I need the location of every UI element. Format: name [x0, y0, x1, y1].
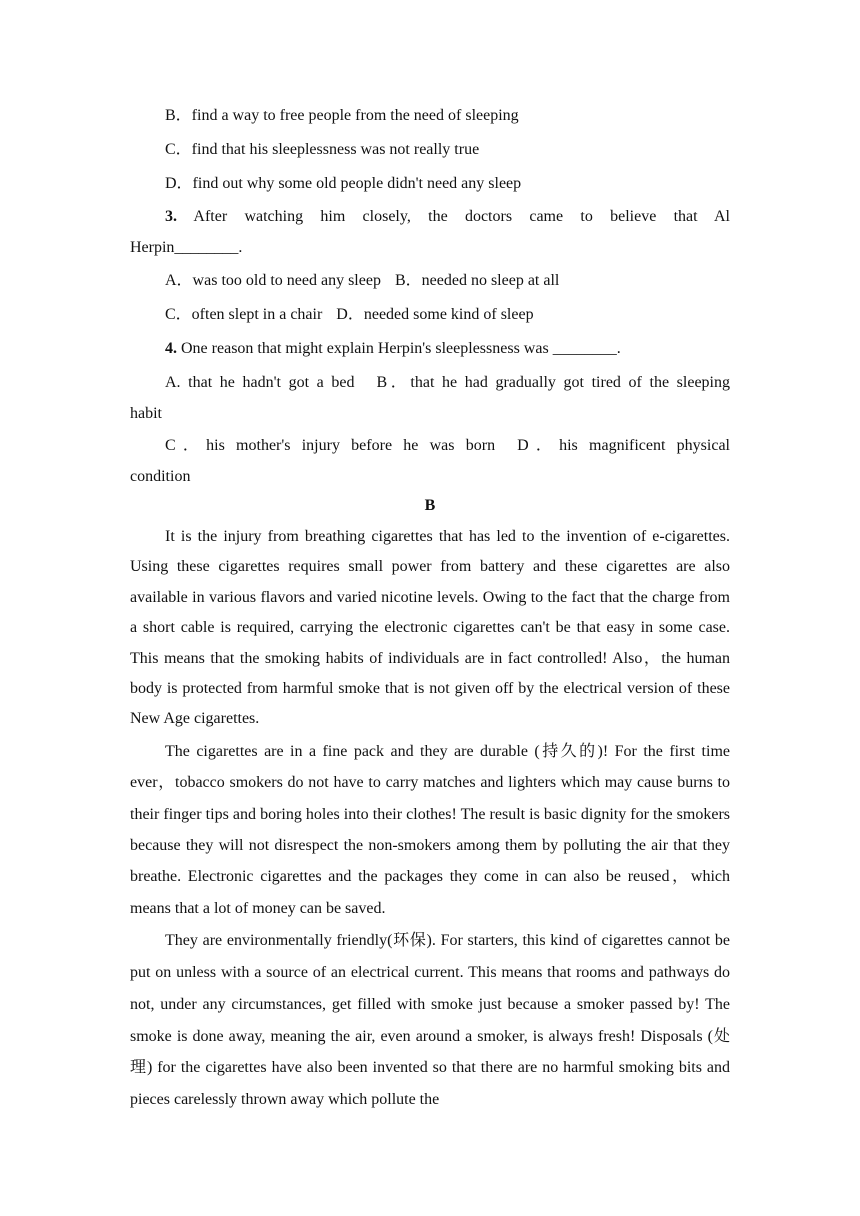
q3-options-cd	[130, 299, 730, 330]
q2-option-b: B．find a way to free people from the need of sleeping	[165, 107, 519, 124]
q3-stem-line1	[130, 201, 730, 232]
q3-option-b: B．needed no sleep at all	[394, 272, 560, 289]
passage-paragraph-2: The cigarettes are in a fine pack and they are durable (持久的)! For the first time ever，tobacco smokers do not have to carry matches and lighters which may cause burns to their finger tips and boring holes into their clothes! The result is basic dignity for the smokers because they will not disrespect the non-smokers among them by polluting the air that they breathe. Electronic cigarettes and the packages they come in can also be reused，which means that a lot of money can be saved.	[130, 742, 730, 917]
q4-options-ab-line1	[130, 367, 730, 398]
q3-number: 3.	[165, 208, 177, 225]
q4-options-cd-line1	[130, 430, 730, 461]
q4-option-b-line2: habit	[130, 405, 162, 422]
q4-stem-line	[130, 333, 730, 364]
q4-option-c: C．his mother's injury before he was born	[165, 437, 496, 454]
question-2-options	[130, 100, 730, 199]
passage-paragraph-3: They are environmentally friendly(环保). For starters, this kind of cigarettes cannot be put on unless with a source of an electrical current. This means that rooms and pathways do not, under any circumstances, get filled with smoke just because a smoker passed by! The smoke is done away, meaning the air, even around a smoker, is always fresh! Disposals (处理) for the cigarettes have also been invented so that there are no harmful smoking bits and pieces carelessly thrown away which pollute the	[130, 932, 730, 1109]
q3-stem-text: After watching him closely, the doctors came to believe that Al	[193, 208, 730, 225]
q4-option-d-line2: condition	[130, 468, 191, 485]
q4-stem-text: One reason that might explain Herpin's sleeplessness was ________.	[181, 340, 621, 357]
q3-options-ab	[130, 265, 730, 296]
document-page	[130, 100, 730, 1116]
q4-number: 4.	[165, 340, 177, 357]
question-4	[130, 333, 730, 492]
passage-paragraph-1: It is the injury from breathing cigarettes that has led to the invention of e-cigarettes. Using these cigarettes requires small power from battery and these cigarettes are also available in various flavors and varied nicotine levels. Owing to the fact that the charge from a short cable is required, carrying the electronic cigarettes can't be that easy in some case. This means that the smoking habits of individuals are in fact controlled! Also，the human body is protected from harmful smoke that is not given off by the electrical version of these New Age cigarettes.	[130, 528, 730, 728]
q3-option-c: C．often slept in a chair	[165, 306, 323, 323]
q4-option-b: B．that he had gradually got tired of the sleeping	[376, 374, 730, 391]
q4-option-a: A. that he hadn't got a bed	[165, 374, 355, 391]
section-heading: B	[424, 497, 436, 514]
q2-option-c: C．find that his sleeplessness was not really true	[165, 141, 480, 158]
question-3	[130, 201, 730, 330]
q3-option-d: D．needed some kind of sleep	[336, 306, 534, 323]
q2-option-d: D．find out why some old people didn't need any sleep	[165, 175, 522, 192]
q3-stem-line2: Herpin________.	[130, 239, 243, 256]
q4-option-d: D．his magnificent physical	[517, 437, 730, 454]
passage-b	[130, 522, 730, 1116]
q3-option-a: A．was too old to need any sleep	[165, 272, 381, 289]
